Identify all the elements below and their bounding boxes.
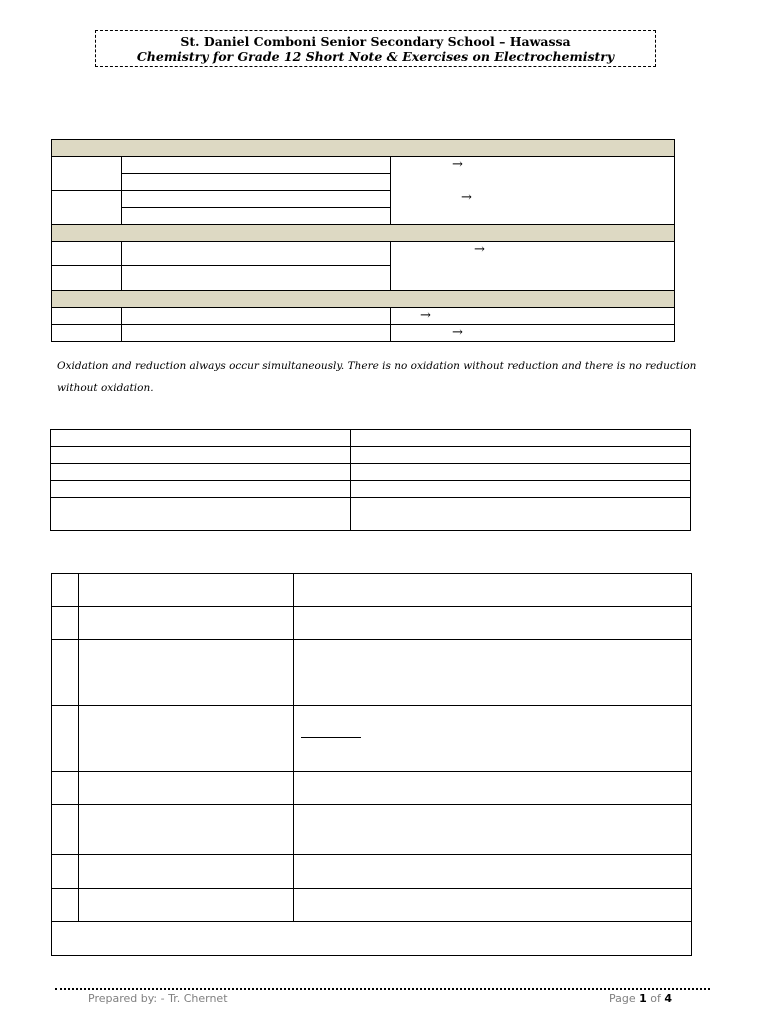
- table-row: [52, 140, 675, 157]
- reaction-arrow: →: [420, 308, 431, 323]
- table-row: [52, 889, 692, 922]
- redox-note: Oxidation and reduction always occur simultaneously. There is no oxidation without reduction and there is no reduction without oxidation.: [57, 360, 697, 394]
- table-row: [52, 308, 675, 325]
- footer-divider: [55, 988, 710, 990]
- exercise-table: [51, 573, 692, 956]
- comparison-table: [50, 429, 691, 531]
- underline-blank: [301, 737, 361, 738]
- page-number: [609, 992, 672, 1005]
- table-row: [52, 640, 692, 706]
- reaction-arrow: →: [452, 325, 463, 340]
- reaction-arrow: →: [474, 242, 485, 257]
- table-row: [52, 706, 692, 772]
- table-row: [51, 447, 691, 464]
- reaction-arrow: →: [452, 157, 463, 172]
- table-row: [52, 805, 692, 855]
- table-row: [52, 157, 675, 174]
- table-row: [52, 607, 692, 640]
- redox-definitions-table: [51, 139, 675, 342]
- table-row: [52, 242, 675, 266]
- page-current: 1: [639, 992, 647, 1005]
- table-row: [52, 225, 675, 242]
- school-name: St. Daniel Comboni Senior Secondary School – Hawassa: [180, 34, 571, 49]
- table-row: [52, 574, 692, 607]
- table-row: [52, 291, 675, 308]
- table-row: [52, 922, 692, 956]
- reaction-arrow: →: [461, 190, 472, 205]
- page-word: Page: [609, 992, 636, 1005]
- footer-author: Prepared by: - Tr. Chernet: [88, 992, 228, 1005]
- document-subtitle: Chemistry for Grade 12 Short Note & Exercises on Electrochemistry: [136, 49, 615, 64]
- table-row: [51, 430, 691, 447]
- page-total: 4: [664, 992, 673, 1005]
- document-header: [95, 30, 656, 67]
- table-row: [52, 855, 692, 889]
- table-row: [51, 464, 691, 481]
- table-row: [52, 772, 692, 805]
- table-row: [52, 325, 675, 342]
- table-row: [51, 498, 691, 531]
- page-of: of: [650, 992, 661, 1005]
- table-row: [51, 481, 691, 498]
